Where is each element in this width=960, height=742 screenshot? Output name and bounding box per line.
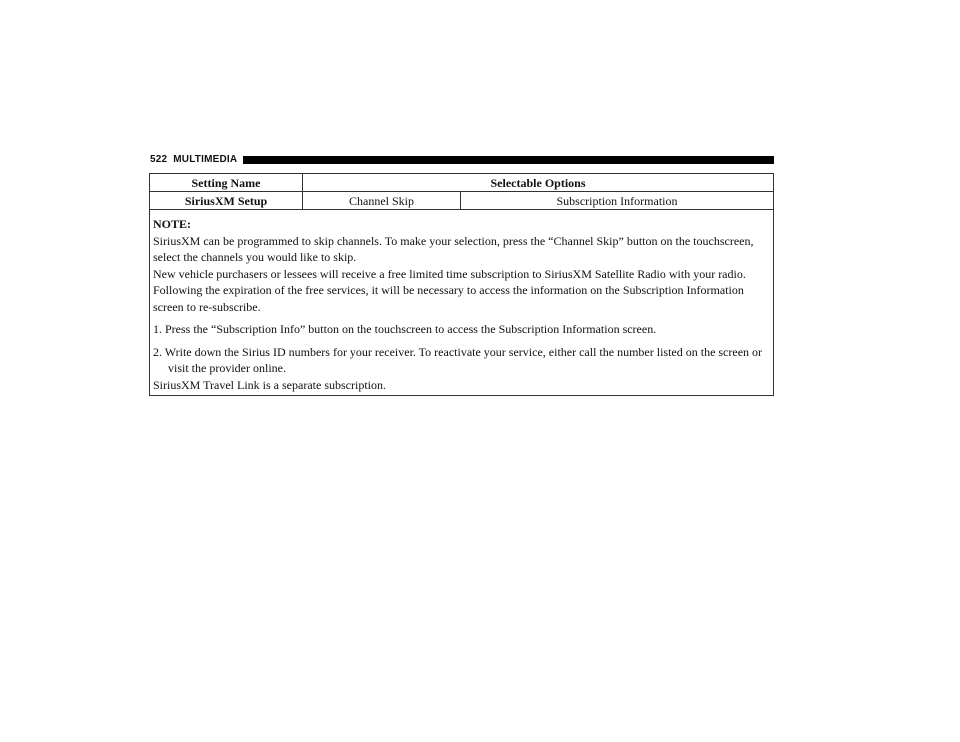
header-rule xyxy=(243,156,774,164)
note-paragraph-travel-link: SiriusXM Travel Link is a separate subscription. xyxy=(153,377,386,392)
note-row xyxy=(150,210,774,396)
note-paragraph-subscription: New vehicle purchasers or lessees will receive a free limited time subscription to SiriusXM Satellite Radio with your radio. Following the expiration of the free services, it will be necessary to access the information on the Subscription Information screen to re-subscribe. xyxy=(153,266,746,314)
note-heading: NOTE: xyxy=(153,217,192,231)
table-header-row xyxy=(150,174,774,192)
page-header-text xyxy=(150,154,243,166)
note-cell xyxy=(150,210,774,396)
note-paragraph-channel-skip: SiriusXM can be programmed to skip channels. To make your selection, press the “Channel Skip” button on the touchscreen, select the channels you would like to skip. xyxy=(153,233,754,264)
page-number: 522 xyxy=(150,154,168,165)
setting-name-cell: SiriusXM Setup xyxy=(150,192,303,210)
page-header xyxy=(150,154,774,166)
column-header-setting-name: Setting Name xyxy=(150,174,303,192)
option-channel-skip: Channel Skip xyxy=(303,192,461,210)
note-list-item-2: 2. Write down the Sirius ID numbers for your receiver. To reactivate your service, either call the number listed on the screen or visit the provider online. xyxy=(153,344,763,375)
column-header-selectable-options: Selectable Options xyxy=(303,174,774,192)
settings-table xyxy=(149,173,774,396)
section-title: MULTIMEDIA xyxy=(173,154,238,165)
note-list-item-1: 1. Press the “Subscription Info” button on the touchscreen to access the Subscription Information screen. xyxy=(153,322,657,336)
table-row xyxy=(150,192,774,210)
option-subscription-information: Subscription Information xyxy=(461,192,774,210)
